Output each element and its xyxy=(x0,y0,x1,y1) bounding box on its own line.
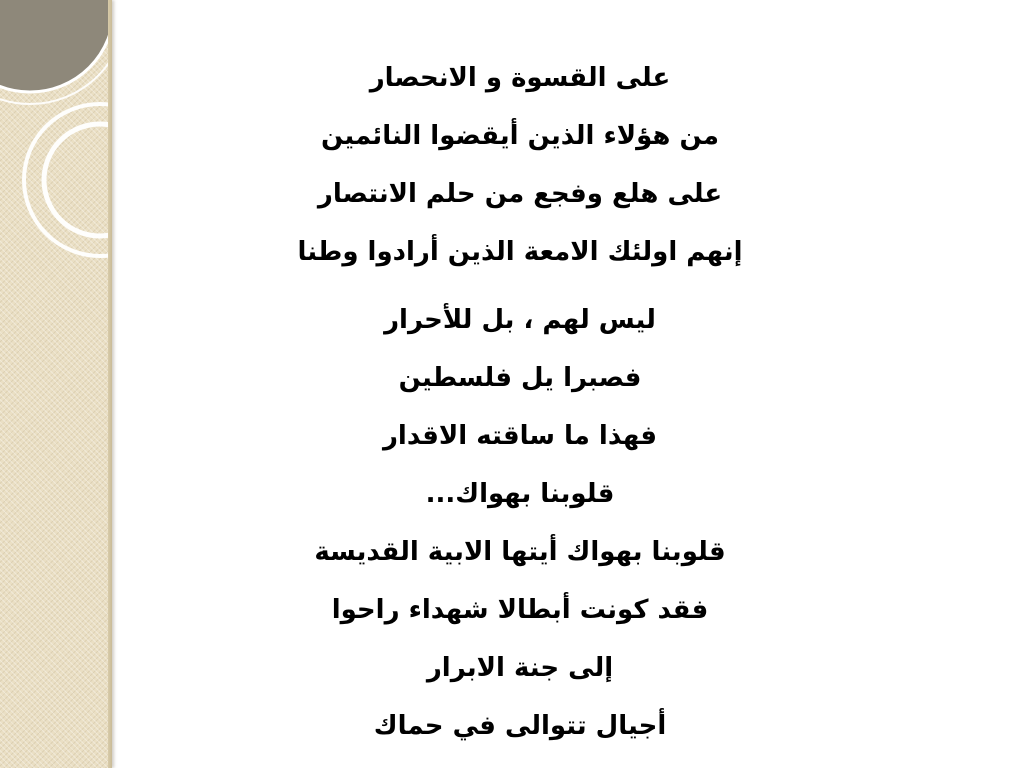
poem-line: إنهم اولئك الامعة الذين أرادوا وطنا xyxy=(297,237,743,267)
poem-line: فهذا ما ساقته الاقدار xyxy=(382,421,658,451)
poem-line: على القسوة و الانحصار xyxy=(369,63,671,93)
ring-decoration-inner xyxy=(44,124,112,236)
poem-text xyxy=(240,49,800,755)
poem-line: إلى جنة الابرار xyxy=(426,653,614,683)
poem-line: من هؤلاء الذين أيقضوا النائمين xyxy=(320,121,719,151)
poem-line: فصبرا يل فلسطين xyxy=(398,363,642,393)
poem-line: أجيال تتوالى في حماك xyxy=(373,711,667,741)
side-panel-edge xyxy=(108,0,112,768)
decorative-side-panel xyxy=(0,0,112,768)
poem-line: ليس لهم ، بل للأحرار xyxy=(384,305,656,335)
poem-line: قلوبنا بهواك أيتها الابية القديسة xyxy=(314,537,726,567)
poem-line: فقد كونت أبطالا شهداء راحوا xyxy=(331,595,709,625)
poem-line: على هلع وفجع من حلم الانتصار xyxy=(317,179,723,209)
poem-line: قلوبنا بهواك... xyxy=(425,479,615,509)
decorative-circles xyxy=(0,0,112,768)
ring-decoration-outer xyxy=(24,104,112,256)
